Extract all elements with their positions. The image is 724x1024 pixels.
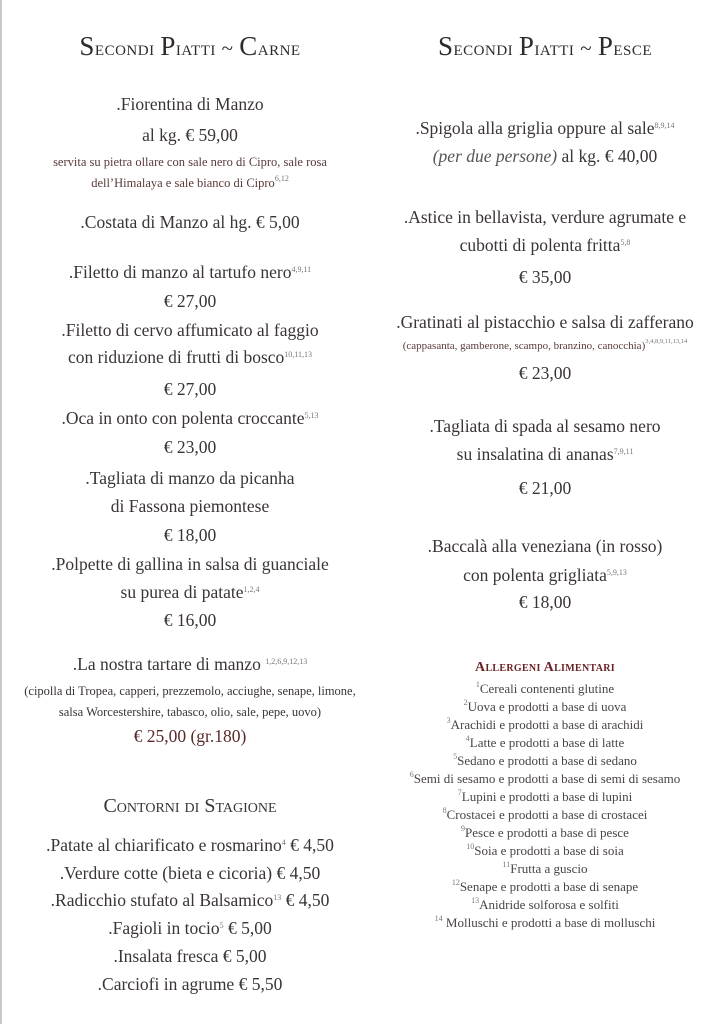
side-dish (10, 888, 370, 912)
note-text: dell’Himalaya e sale bianco di Cipro (91, 176, 275, 190)
dish-note: (cipolla di Tropea, capperi, prezzemolo, acciughe, senape, limone, (24, 684, 356, 698)
dish-name: .Tagliata di spada al sesamo nero (429, 416, 661, 436)
dish-name (10, 580, 370, 604)
dish-price: € 35,00 (518, 267, 572, 287)
dish-name (10, 652, 370, 676)
allergen-ref: 1,2,4 (243, 585, 260, 594)
allergen-item (366, 842, 724, 860)
allergen-text: Senape e prodotti a base di senape (459, 879, 639, 894)
dish-name (10, 345, 370, 369)
side-dish (10, 916, 370, 940)
allergen-text: Uova e prodotti a base di uova (467, 699, 627, 714)
dish-name (366, 442, 724, 466)
note-text: (cappasanta, gamberone, scampo, branzino, canocchia) (402, 340, 646, 352)
side-price: € 4,50 (281, 890, 330, 910)
portion-note: (per due persone) (432, 146, 558, 166)
allergen-ref: 4,9,11 (291, 265, 312, 274)
allergen-item (366, 914, 724, 932)
allergen-text: Sedano e prodotti a base di sedano (457, 753, 637, 768)
allergen-number: 10 (466, 842, 475, 851)
side-dish (10, 833, 370, 857)
section-title-contorni: Contorni di Stagione (103, 795, 277, 817)
title-text: Secondi Piatti ~ Pesce (437, 31, 653, 61)
dish-price: € 27,00 (163, 291, 217, 311)
dish-name: .Costata di Manzo al hg. € 5,00 (80, 212, 300, 232)
allergen-text: Lupini e prodotti a base di lupini (461, 789, 633, 804)
side-price: € 4,50 (285, 835, 334, 855)
allergen-item (366, 680, 724, 698)
section-title-carne (10, 31, 370, 61)
allergen-ref: 5,13 (304, 411, 319, 420)
dish-text: su purea di patate (120, 582, 244, 602)
dish-text: su insalatina di ananas (456, 444, 614, 464)
dish-text: .Spigola alla griglia oppure al sale (415, 118, 655, 138)
allergen-ref: 13 (273, 893, 282, 902)
side-dish: .Insalata fresca € 5,00 (113, 946, 267, 966)
allergen-ref: 5,9,13 (606, 568, 627, 577)
dish-name (10, 260, 370, 284)
dish-note: salsa Worcestershire, tabasco, olio, sale, pepe, uovo) (58, 705, 322, 719)
side-text: .Fagioli in tocio (108, 918, 220, 938)
side-dish: .Carciofi in agrume € 5,50 (97, 974, 283, 994)
allergen-number: 4 (465, 734, 470, 743)
dish-text: con riduzione di frutti di bosco (68, 347, 285, 367)
allergen-text: Cereali contenenti glutine (479, 681, 615, 696)
allergen-text: Semi di sesamo e prodotti a base di semi di sesamo (413, 771, 681, 786)
allergen-text: Soia e prodotti a base di soia (474, 843, 624, 858)
allergen-item (366, 806, 724, 824)
allergens-title: Allergeni Alimentari (475, 660, 615, 675)
dish-text: cubotti di polenta fritta (459, 235, 621, 255)
allergen-text: Anidride solforosa e solfiti (479, 897, 619, 912)
dish-price (366, 144, 724, 168)
allergen-number: 1 (475, 680, 480, 689)
dish-price: € 25,00 (gr.180) (133, 726, 247, 746)
price-text: al kg. € 40,00 (557, 146, 658, 166)
allergen-number: 8 (442, 806, 447, 815)
allergen-ref: 8,9,14 (654, 121, 675, 130)
allergen-text: Pesce e prodotti a base di pesce (465, 825, 629, 840)
dish-name: .Baccalà alla veneziana (in rosso) (427, 536, 663, 556)
section-title-pesce (366, 31, 724, 61)
allergen-ref: 10,11,13 (284, 350, 312, 359)
allergen-number: 11 (502, 860, 511, 869)
dish-price: € 21,00 (518, 478, 572, 498)
allergen-ref: 5,8 (620, 238, 631, 247)
allergen-ref: 5 (219, 921, 224, 930)
allergen-number: 7 (457, 788, 462, 797)
allergen-ref: 3,4,8,9,11,13,14 (645, 338, 688, 345)
allergen-text: Latte e prodotti a base di latte (469, 735, 625, 750)
dish-name (366, 233, 724, 257)
title-text: Secondi Piatti ~ Carne (79, 31, 301, 61)
allergen-item (366, 824, 724, 842)
allergen-ref: 1,2,6,9,12,13 (265, 657, 308, 666)
dish-name: .Astice in bellavista, verdure agrumate e (403, 207, 687, 227)
allergen-number: 5 (453, 752, 458, 761)
side-price: € 5,00 (223, 918, 272, 938)
dish-price: € 23,00 (163, 437, 217, 457)
allergen-number: 14 (434, 914, 443, 923)
dish-note (366, 336, 724, 356)
dish-name: di Fassona piemontese (110, 496, 270, 516)
dish-price: € 16,00 (163, 610, 217, 630)
dish-text: .Filetto di manzo al tartufo nero (68, 262, 292, 282)
allergen-item (366, 896, 724, 914)
allergen-text: Frutta a guscio (510, 861, 588, 876)
side-dish: .Verdure cotte (bieta e cicoria) € 4,50 (59, 863, 321, 883)
allergen-item (366, 860, 724, 878)
dish-price: € 27,00 (163, 379, 217, 399)
allergen-number: 6 (409, 770, 414, 779)
allergen-item (366, 698, 724, 716)
allergen-number: 2 (463, 698, 468, 707)
allergen-text: Crostacei e prodotti a base di crostacei (446, 807, 648, 822)
dish-price: € 18,00 (163, 525, 217, 545)
dish-note: servita su pietra ollare con sale nero di Cipro, sale rosa (53, 155, 327, 169)
allergen-text: Molluschi e prodotti a base di molluschi (442, 915, 656, 930)
dish-name: .Tagliata di manzo da picanha (85, 468, 295, 488)
dish-text: con polenta grigliata (463, 565, 607, 585)
page-edge (0, 0, 2, 1024)
dish-price: € 18,00 (518, 592, 572, 612)
side-text: .Radicchio stufato al Balsamico (50, 890, 274, 910)
allergen-item (366, 716, 724, 734)
dish-name (366, 116, 724, 140)
side-text: .Patate al chiarificato e rosmarino (46, 835, 282, 855)
allergen-number: 9 (461, 824, 466, 833)
dish-text: .La nostra tartare di manzo (72, 654, 266, 674)
dish-price: € 23,00 (518, 363, 572, 383)
allergen-number: 12 (451, 878, 460, 887)
dish-name (10, 406, 370, 430)
allergen-item (366, 788, 724, 806)
dish-name (366, 563, 724, 587)
dish-note (10, 173, 370, 193)
dish-name: .Polpette di gallina in salsa di guanciale (51, 554, 329, 574)
dish-name: .Gratinati al pistacchio e salsa di zafferano (396, 312, 694, 332)
allergen-item (366, 752, 724, 770)
allergen-ref: 4 (281, 838, 286, 847)
allergen-item (366, 770, 724, 788)
dish-text: .Oca in onto con polenta croccante (61, 408, 305, 428)
allergen-number: 13 (471, 896, 480, 905)
dish-name: .Fiorentina di Manzo (116, 94, 264, 114)
allergen-text: Arachidi e prodotti a base di arachidi (450, 717, 644, 732)
allergen-ref: 6,12 (274, 174, 289, 183)
allergen-item (366, 734, 724, 752)
allergen-ref: 7,9,11 (613, 447, 634, 456)
allergen-item (366, 878, 724, 896)
dish-name: .Filetto di cervo affumicato al faggio (61, 320, 319, 340)
dish-price: al kg. € 59,00 (142, 125, 238, 145)
allergen-number: 3 (446, 716, 451, 725)
